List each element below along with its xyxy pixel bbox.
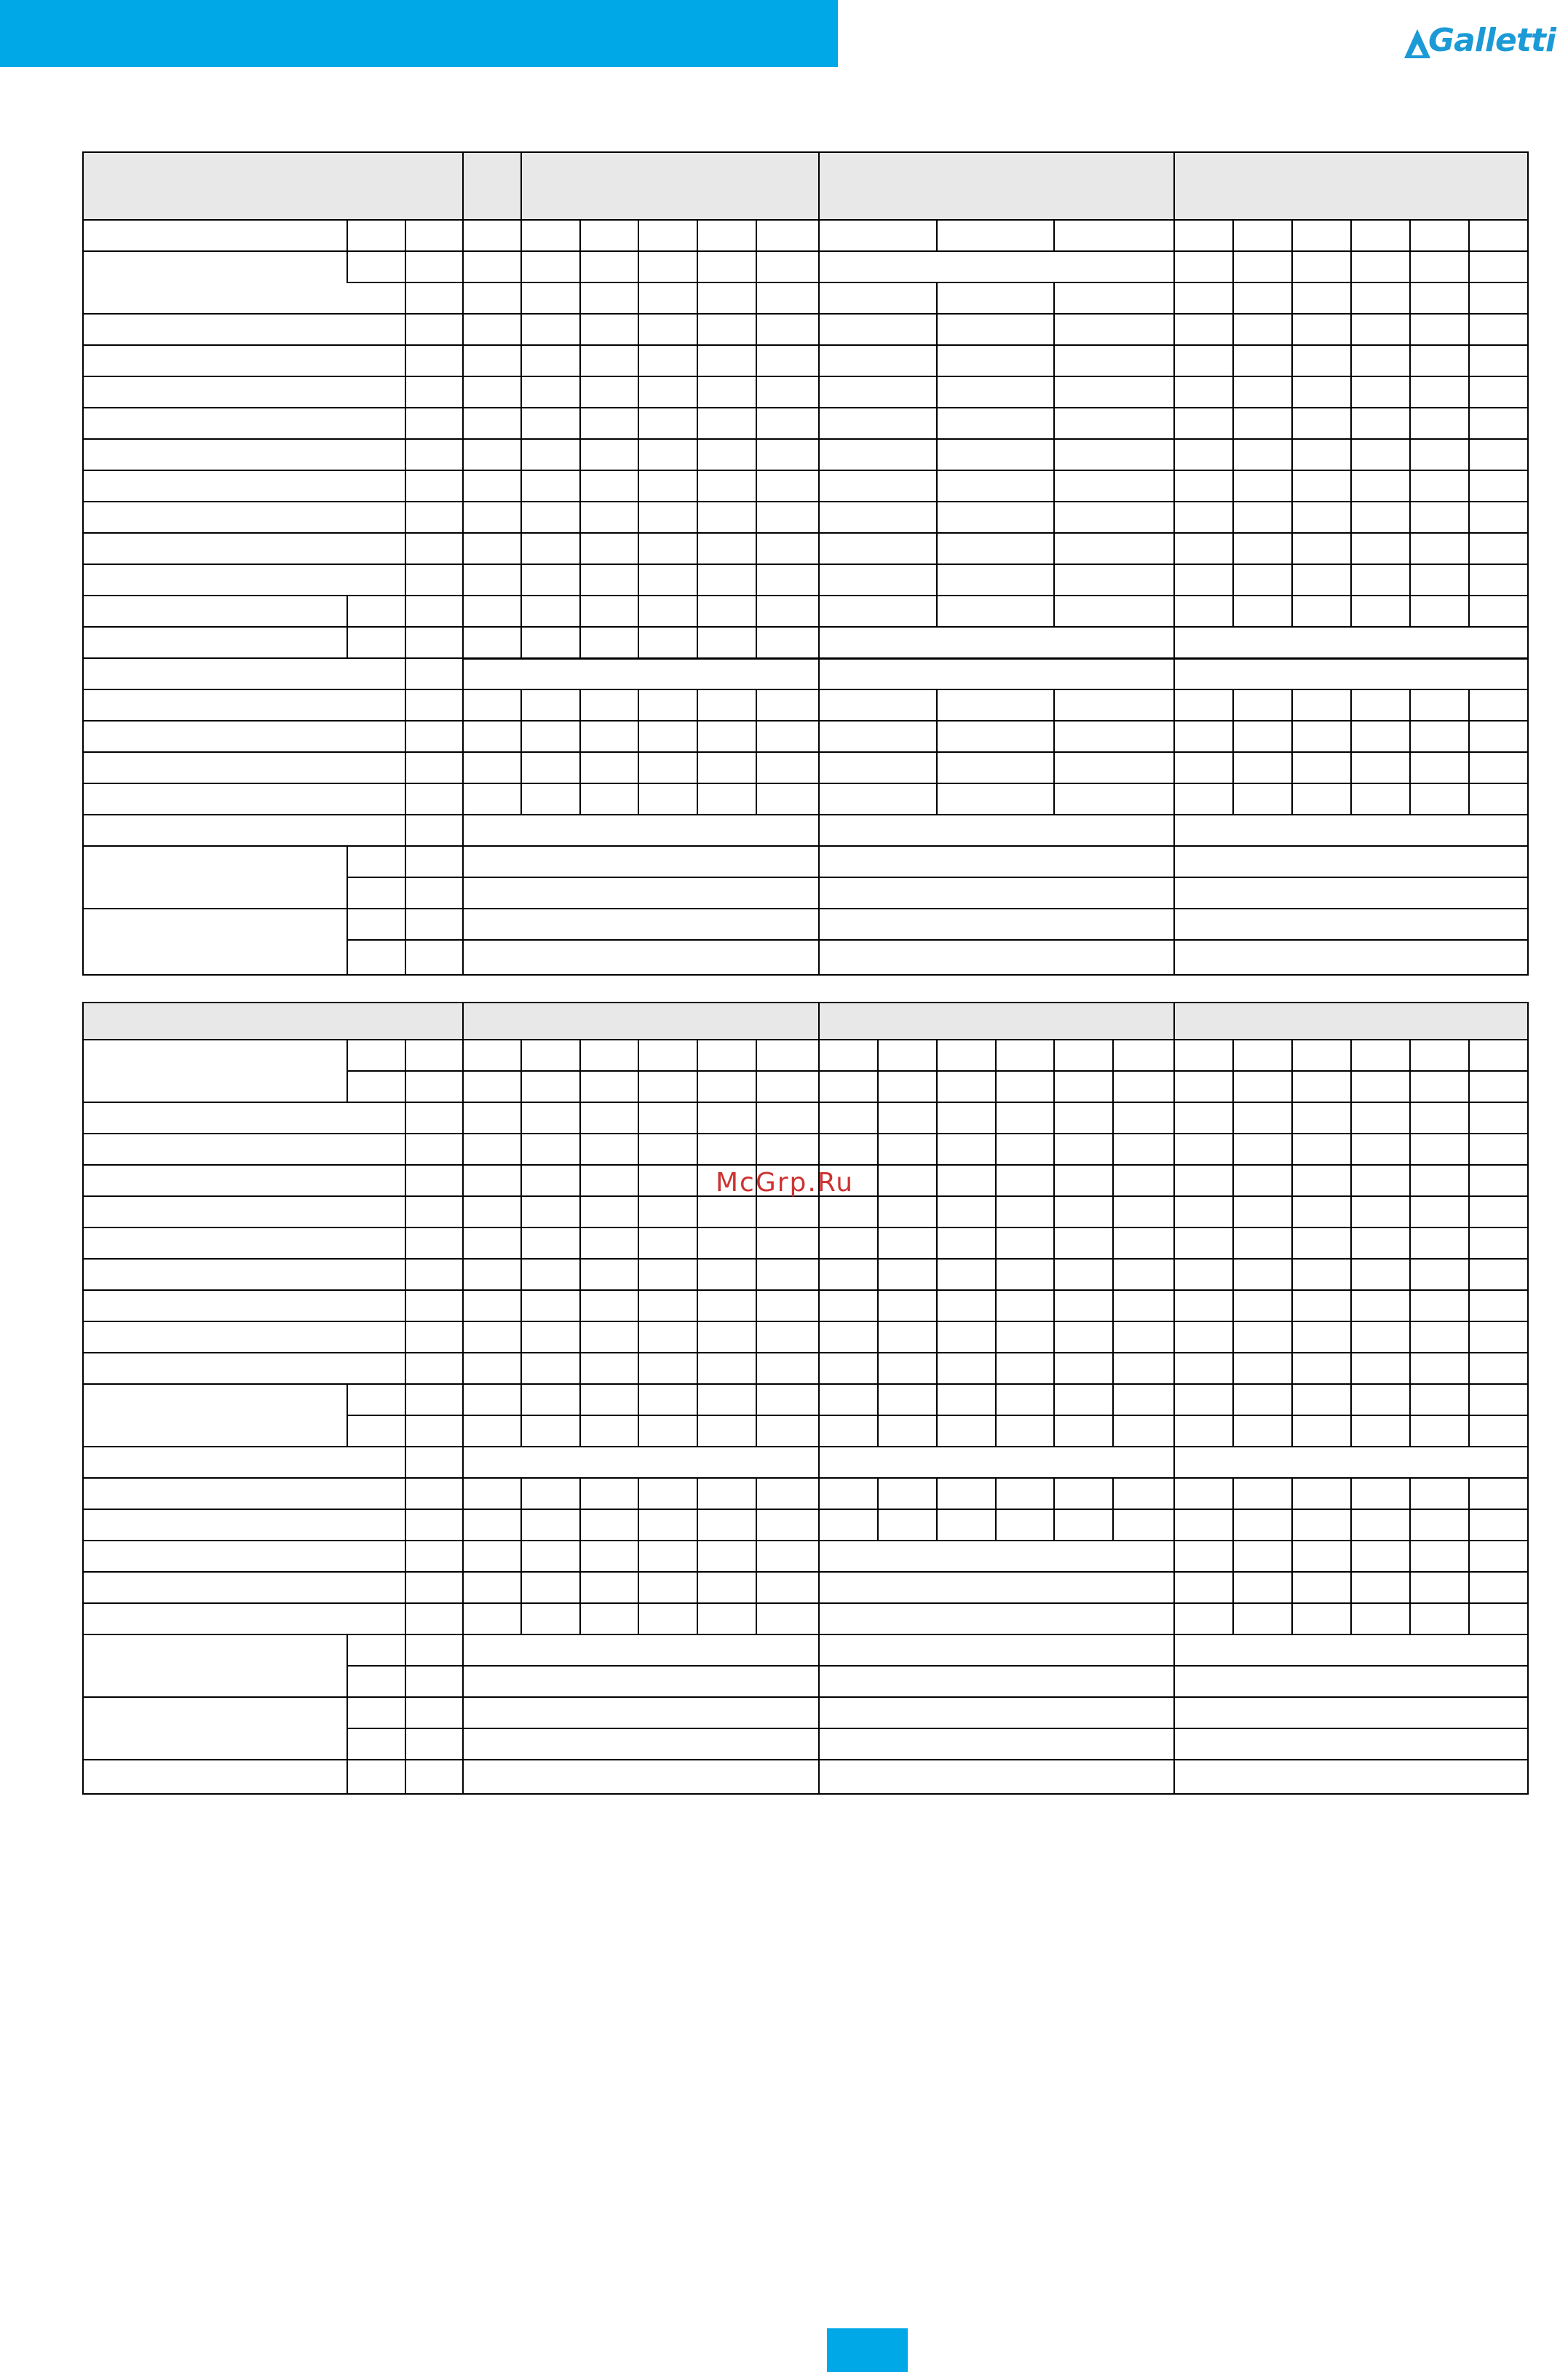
table-1-grid xyxy=(82,151,1529,976)
header-bar xyxy=(0,0,838,67)
table-2-grid xyxy=(82,1002,1529,1795)
page-number-box xyxy=(827,2328,908,2372)
data-table-1 xyxy=(82,151,1529,976)
data-table-2 xyxy=(82,1002,1529,1795)
watermark-text: McGrp.Ru xyxy=(716,1168,855,1198)
brand-name: Galletti xyxy=(1428,22,1556,59)
